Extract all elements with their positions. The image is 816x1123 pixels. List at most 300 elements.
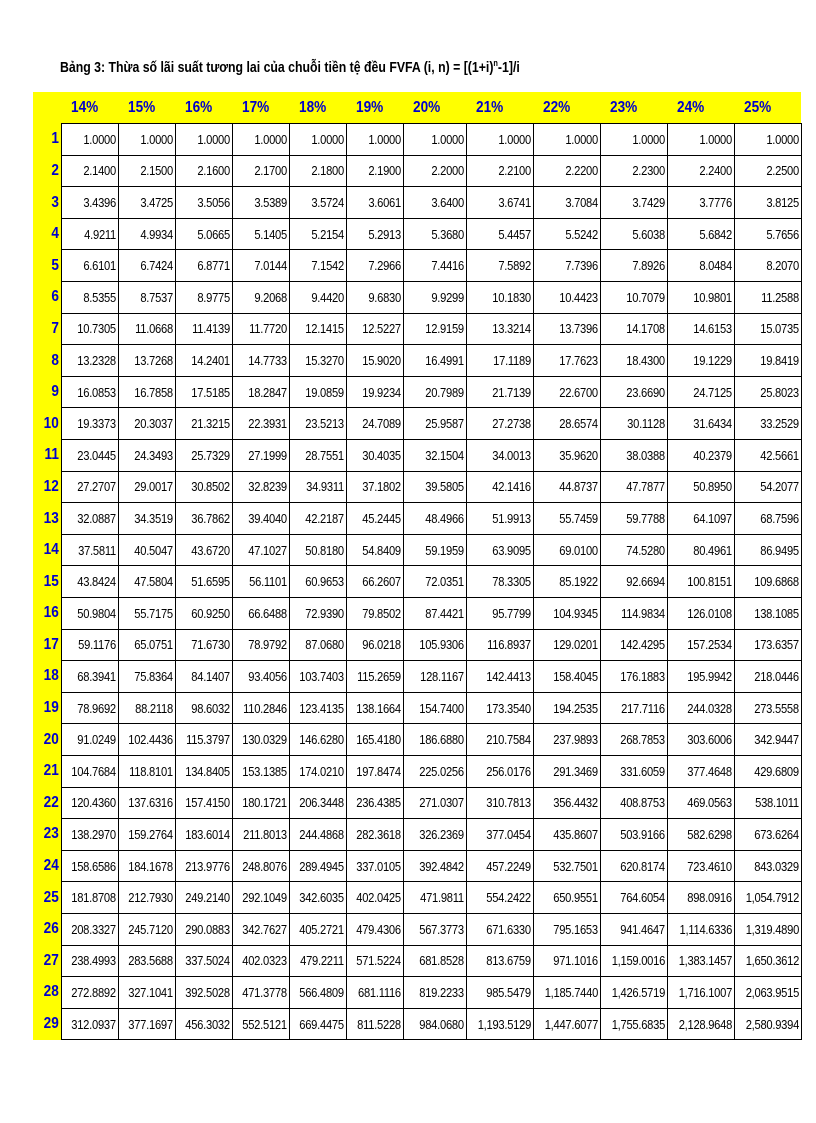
factor-value: 327.1041 [127, 984, 173, 1000]
factor-value: 30.8502 [190, 479, 230, 495]
period-cell [33, 692, 61, 724]
value-cell [667, 566, 734, 598]
value-cell [232, 913, 289, 945]
factor-value: 1.0000 [430, 131, 464, 147]
value-cell [175, 977, 232, 1009]
value-cell [466, 124, 533, 156]
factor-value: 30.1128 [626, 416, 665, 432]
factor-value: 75.8364 [133, 668, 173, 684]
rate-header-cell [346, 92, 403, 124]
factor-value: 130.0329 [241, 732, 287, 748]
factor-value: 1,716.1007 [678, 984, 732, 1000]
factor-value: 22.3931 [247, 416, 287, 432]
factor-value: 142.4295 [620, 637, 665, 653]
factor-value: 681.8528 [418, 953, 464, 969]
value-cell [600, 913, 667, 945]
value-cell [403, 282, 466, 314]
factor-value: 8.0484 [699, 258, 732, 274]
value-cell [403, 124, 466, 156]
factor-value: 134.8405 [184, 763, 230, 779]
period-label: 18 [43, 667, 59, 685]
factor-value: 60.9653 [304, 574, 344, 590]
value-cell [533, 440, 600, 472]
factor-value: 1.0000 [139, 131, 173, 147]
value-cell [61, 282, 118, 314]
value-cell [466, 503, 533, 535]
period-label: 28 [43, 983, 59, 1001]
factor-value: 6.6101 [82, 258, 116, 274]
factor-value: 5.6842 [699, 226, 732, 242]
factor-value: 55.7175 [133, 605, 173, 621]
factor-value: 114.9834 [620, 605, 665, 621]
value-cell [289, 913, 346, 945]
period-label: 25 [43, 888, 59, 906]
factor-value: 283.5688 [127, 953, 173, 969]
value-cell [61, 566, 118, 598]
factor-value: 342.9447 [754, 732, 799, 748]
period-label: 5 [50, 256, 59, 274]
period-cell [33, 376, 61, 408]
factor-value: 42.5661 [760, 447, 799, 463]
factor-value: 479.4306 [355, 921, 401, 937]
rate-header-cell [600, 92, 667, 124]
factor-value: 29.0017 [133, 479, 173, 495]
factor-value: 71.6730 [190, 637, 230, 653]
factor-value: 22.6700 [559, 384, 598, 400]
factor-value: 985.5479 [486, 984, 531, 1000]
factor-value: 68.3941 [76, 668, 116, 684]
period-cell [33, 345, 61, 377]
value-cell [600, 1008, 667, 1040]
value-cell [466, 850, 533, 882]
value-cell [289, 629, 346, 661]
value-cell [600, 534, 667, 566]
table-row [33, 661, 801, 693]
factor-value: 5.2913 [367, 226, 401, 242]
factor-value: 1.0000 [497, 131, 531, 147]
value-cell [118, 376, 175, 408]
factor-value: 42.1416 [491, 479, 531, 495]
factor-value: 32.0887 [76, 511, 116, 527]
value-cell [175, 376, 232, 408]
value-cell [533, 345, 600, 377]
factor-value: 21.3215 [190, 416, 230, 432]
value-cell [175, 913, 232, 945]
value-cell [403, 819, 466, 851]
factor-value: 48.4966 [424, 511, 464, 527]
value-cell [403, 408, 466, 440]
value-cell [403, 692, 466, 724]
factor-value: 27.2738 [491, 416, 531, 432]
table-row [33, 913, 801, 945]
period-label: 12 [43, 477, 59, 495]
value-cell [600, 471, 667, 503]
factor-value: 85.1922 [559, 574, 598, 590]
value-cell [734, 124, 801, 156]
value-cell [175, 819, 232, 851]
value-cell [667, 471, 734, 503]
value-cell [61, 408, 118, 440]
value-cell [403, 1008, 466, 1040]
value-cell [667, 218, 734, 250]
value-cell [403, 755, 466, 787]
factor-value: 25.7329 [190, 447, 230, 463]
value-cell [175, 882, 232, 914]
value-cell [667, 819, 734, 851]
value-cell [118, 629, 175, 661]
factor-value: 1.0000 [766, 131, 799, 147]
factor-value: 290.0883 [184, 921, 230, 937]
factor-value: 194.2535 [553, 700, 598, 716]
rate-header-cell [466, 92, 533, 124]
period-cell [33, 629, 61, 661]
value-cell [232, 819, 289, 851]
factor-value: 63.9095 [491, 542, 531, 558]
value-cell [61, 787, 118, 819]
table-title [60, 58, 520, 76]
value-cell [232, 345, 289, 377]
title-exponent: n [493, 58, 498, 68]
factor-value: 109.6868 [754, 574, 799, 590]
factor-value: 142.4413 [486, 668, 531, 684]
value-cell [600, 629, 667, 661]
value-cell [232, 313, 289, 345]
factor-value: 129.0201 [553, 637, 598, 653]
factor-value: 249.2140 [184, 890, 230, 906]
value-cell [118, 787, 175, 819]
factor-value: 56.1101 [248, 574, 287, 590]
factor-value: 19.9234 [361, 384, 401, 400]
factor-value: 971.1016 [553, 953, 598, 969]
value-cell [533, 250, 600, 282]
value-cell [289, 945, 346, 977]
rate-header-cell [667, 92, 734, 124]
factor-value: 582.6298 [687, 826, 732, 842]
period-label: 27 [43, 951, 59, 969]
table-row [33, 250, 801, 282]
value-cell [346, 218, 403, 250]
factor-value: 5.2154 [310, 226, 344, 242]
factor-value: 59.7788 [626, 511, 665, 527]
value-cell [533, 724, 600, 756]
value-cell [600, 345, 667, 377]
factor-value: 4.9934 [139, 226, 173, 242]
factor-value: 35.9620 [559, 447, 598, 463]
value-cell [734, 534, 801, 566]
rate-header-label: 19% [356, 98, 384, 116]
value-cell [289, 313, 346, 345]
factor-value: 2.2200 [565, 163, 598, 179]
value-cell [403, 218, 466, 250]
value-cell [466, 724, 533, 756]
factor-value: 7.7396 [565, 258, 598, 274]
value-cell [232, 566, 289, 598]
value-cell [61, 629, 118, 661]
factor-value: 456.3032 [184, 1016, 230, 1032]
factor-value: 795.1653 [553, 921, 598, 937]
factor-value: 19.3373 [76, 416, 116, 432]
value-cell [118, 408, 175, 440]
factor-value: 5.5242 [565, 226, 598, 242]
factor-value: 176.1883 [620, 668, 665, 684]
value-cell [466, 819, 533, 851]
factor-value: 392.4842 [418, 858, 464, 874]
table-row [33, 629, 801, 661]
value-cell [600, 850, 667, 882]
table-row [33, 218, 801, 250]
value-cell [61, 313, 118, 345]
factor-value: 34.3519 [133, 511, 173, 527]
value-cell [175, 250, 232, 282]
value-cell [175, 945, 232, 977]
factor-value: 154.7400 [418, 700, 464, 716]
value-cell [734, 598, 801, 630]
factor-value: 843.0329 [754, 858, 799, 874]
factor-value: 282.3618 [355, 826, 401, 842]
factor-value: 7.4416 [430, 258, 464, 274]
factor-value: 157.2534 [687, 637, 732, 653]
factor-value: 173.3540 [486, 700, 531, 716]
factor-value: 9.9299 [430, 289, 464, 305]
factor-value: 38.0388 [626, 447, 665, 463]
factor-value: 471.3778 [241, 984, 287, 1000]
table-title-end: -1]/i [497, 59, 520, 76]
factor-value: 3.4396 [82, 195, 116, 211]
value-cell [734, 882, 801, 914]
value-cell [600, 692, 667, 724]
period-label: 17 [43, 635, 59, 653]
factor-value: 51.9913 [491, 511, 531, 527]
factor-value: 3.5724 [310, 195, 344, 211]
value-cell [346, 882, 403, 914]
factor-value: 110.2846 [242, 700, 287, 716]
factor-value: 123.4135 [298, 700, 344, 716]
value-cell [533, 882, 600, 914]
factor-value: 3.7776 [699, 195, 732, 211]
factor-value: 210.7584 [486, 732, 531, 748]
value-cell [232, 629, 289, 661]
value-cell [600, 503, 667, 535]
factor-value: 1.0000 [632, 131, 665, 147]
period-cell [33, 124, 61, 156]
factor-value: 331.6059 [620, 763, 665, 779]
value-cell [118, 819, 175, 851]
factor-value: 34.9311 [305, 479, 344, 495]
value-cell [232, 282, 289, 314]
value-cell [600, 313, 667, 345]
factor-value: 1.0000 [82, 131, 116, 147]
value-cell [346, 598, 403, 630]
value-cell [667, 124, 734, 156]
table-row [33, 440, 801, 472]
value-cell [232, 376, 289, 408]
value-cell [466, 250, 533, 282]
value-cell [533, 218, 600, 250]
value-cell [403, 598, 466, 630]
factor-value: 237.9893 [553, 732, 598, 748]
factor-value: 405.2721 [298, 921, 344, 937]
rate-header-cell [118, 92, 175, 124]
table-row [33, 155, 801, 187]
factor-value: 93.4056 [247, 668, 287, 684]
value-cell [734, 692, 801, 724]
factor-value: 3.5056 [196, 195, 230, 211]
value-cell [667, 629, 734, 661]
value-cell [667, 282, 734, 314]
value-cell [61, 724, 118, 756]
factor-value: 1,193.5129 [477, 1016, 531, 1032]
value-cell [734, 471, 801, 503]
factor-value: 195.9942 [687, 668, 732, 684]
factor-value: 206.3448 [298, 795, 344, 811]
value-cell [600, 787, 667, 819]
table-row [33, 598, 801, 630]
factor-value: 310.7813 [486, 795, 531, 811]
value-cell [289, 155, 346, 187]
value-cell [232, 755, 289, 787]
value-cell [667, 376, 734, 408]
factor-value: 469.0563 [687, 795, 732, 811]
factor-value: 377.4648 [687, 763, 732, 779]
period-cell [33, 977, 61, 1009]
value-cell [533, 313, 600, 345]
factor-value: 532.7501 [553, 858, 598, 874]
value-cell [118, 724, 175, 756]
value-cell [61, 471, 118, 503]
value-cell [346, 755, 403, 787]
value-cell [466, 882, 533, 914]
value-cell [346, 850, 403, 882]
value-cell [289, 692, 346, 724]
value-cell [232, 882, 289, 914]
period-label: 16 [43, 604, 59, 622]
factor-value: 17.7623 [559, 353, 598, 369]
value-cell [734, 850, 801, 882]
table-row [33, 977, 801, 1009]
value-cell [466, 440, 533, 472]
value-cell [734, 250, 801, 282]
value-cell [533, 977, 600, 1009]
value-cell [533, 629, 600, 661]
factor-value: 5.4457 [497, 226, 531, 242]
value-cell [600, 724, 667, 756]
factor-value: 5.6038 [632, 226, 665, 242]
value-cell [289, 787, 346, 819]
factor-value: 12.9159 [424, 321, 464, 337]
value-cell [533, 187, 600, 219]
factor-value: 356.4432 [553, 795, 598, 811]
value-cell [466, 755, 533, 787]
factor-value: 941.4647 [620, 921, 665, 937]
rate-header-label: 23% [610, 98, 638, 116]
factor-value: 12.5227 [361, 321, 401, 337]
period-label: 20 [43, 730, 59, 748]
factor-value: 3.7084 [565, 195, 598, 211]
value-cell [600, 755, 667, 787]
value-cell [346, 945, 403, 977]
factor-value: 342.6035 [298, 890, 344, 906]
value-cell [346, 440, 403, 472]
value-cell [466, 187, 533, 219]
factor-value: 37.5811 [77, 542, 116, 558]
factor-value: 43.8424 [76, 574, 116, 590]
factor-value: 65.0751 [133, 637, 173, 653]
value-cell [232, 440, 289, 472]
factor-value: 538.1011 [755, 795, 799, 811]
factor-value: 39.4040 [247, 511, 287, 527]
factor-value: 1,114.6336 [679, 921, 732, 937]
value-cell [734, 724, 801, 756]
value-cell [118, 661, 175, 693]
value-cell [600, 124, 667, 156]
value-cell [667, 661, 734, 693]
value-cell [61, 250, 118, 282]
rate-header-label: 17% [242, 98, 270, 116]
value-cell [466, 692, 533, 724]
rate-header-label: 14% [71, 98, 99, 116]
factor-value: 218.0446 [754, 668, 799, 684]
value-cell [346, 566, 403, 598]
factor-value: 28.7551 [304, 447, 344, 463]
factor-value: 2.1700 [253, 163, 287, 179]
factor-value: 20.3037 [133, 416, 173, 432]
factor-value: 30.4035 [361, 447, 401, 463]
value-cell [346, 913, 403, 945]
factor-value: 19.1229 [693, 353, 732, 369]
factor-value: 1.0000 [196, 131, 230, 147]
value-cell [61, 598, 118, 630]
value-cell [403, 882, 466, 914]
value-cell [734, 408, 801, 440]
value-cell [403, 724, 466, 756]
factor-value: 16.4991 [424, 353, 464, 369]
table-row [33, 882, 801, 914]
factor-value: 13.7396 [559, 321, 598, 337]
factor-value: 567.3773 [418, 921, 464, 937]
period-cell [33, 1008, 61, 1040]
factor-value: 435.8607 [553, 826, 598, 842]
value-cell [600, 218, 667, 250]
factor-value: 377.1697 [127, 1016, 173, 1032]
factor-value: 10.1830 [491, 289, 531, 305]
factor-value: 1.0000 [367, 131, 401, 147]
factor-value: 159.2764 [127, 826, 173, 842]
value-cell [466, 977, 533, 1009]
value-cell [667, 882, 734, 914]
factor-value: 27.1999 [247, 447, 287, 463]
rate-header-label: 21% [476, 98, 504, 116]
factor-value: 84.1407 [190, 668, 230, 684]
period-label: 3 [50, 193, 59, 211]
factor-value: 105.9306 [418, 637, 464, 653]
value-cell [466, 471, 533, 503]
period-cell [33, 440, 61, 472]
value-cell [175, 566, 232, 598]
value-cell [61, 155, 118, 187]
factor-value: 819.2233 [418, 984, 464, 1000]
factor-value: 19.0859 [304, 384, 344, 400]
factor-value: 98.6032 [190, 700, 230, 716]
value-cell [289, 819, 346, 851]
factor-value: 9.2068 [253, 289, 287, 305]
factor-value: 3.6061 [367, 195, 401, 211]
value-cell [533, 819, 600, 851]
rate-header-cell [232, 92, 289, 124]
value-cell [61, 440, 118, 472]
period-label: 11 [44, 446, 59, 464]
factor-value: 2.2300 [632, 163, 665, 179]
factor-value: 392.5028 [184, 984, 230, 1000]
